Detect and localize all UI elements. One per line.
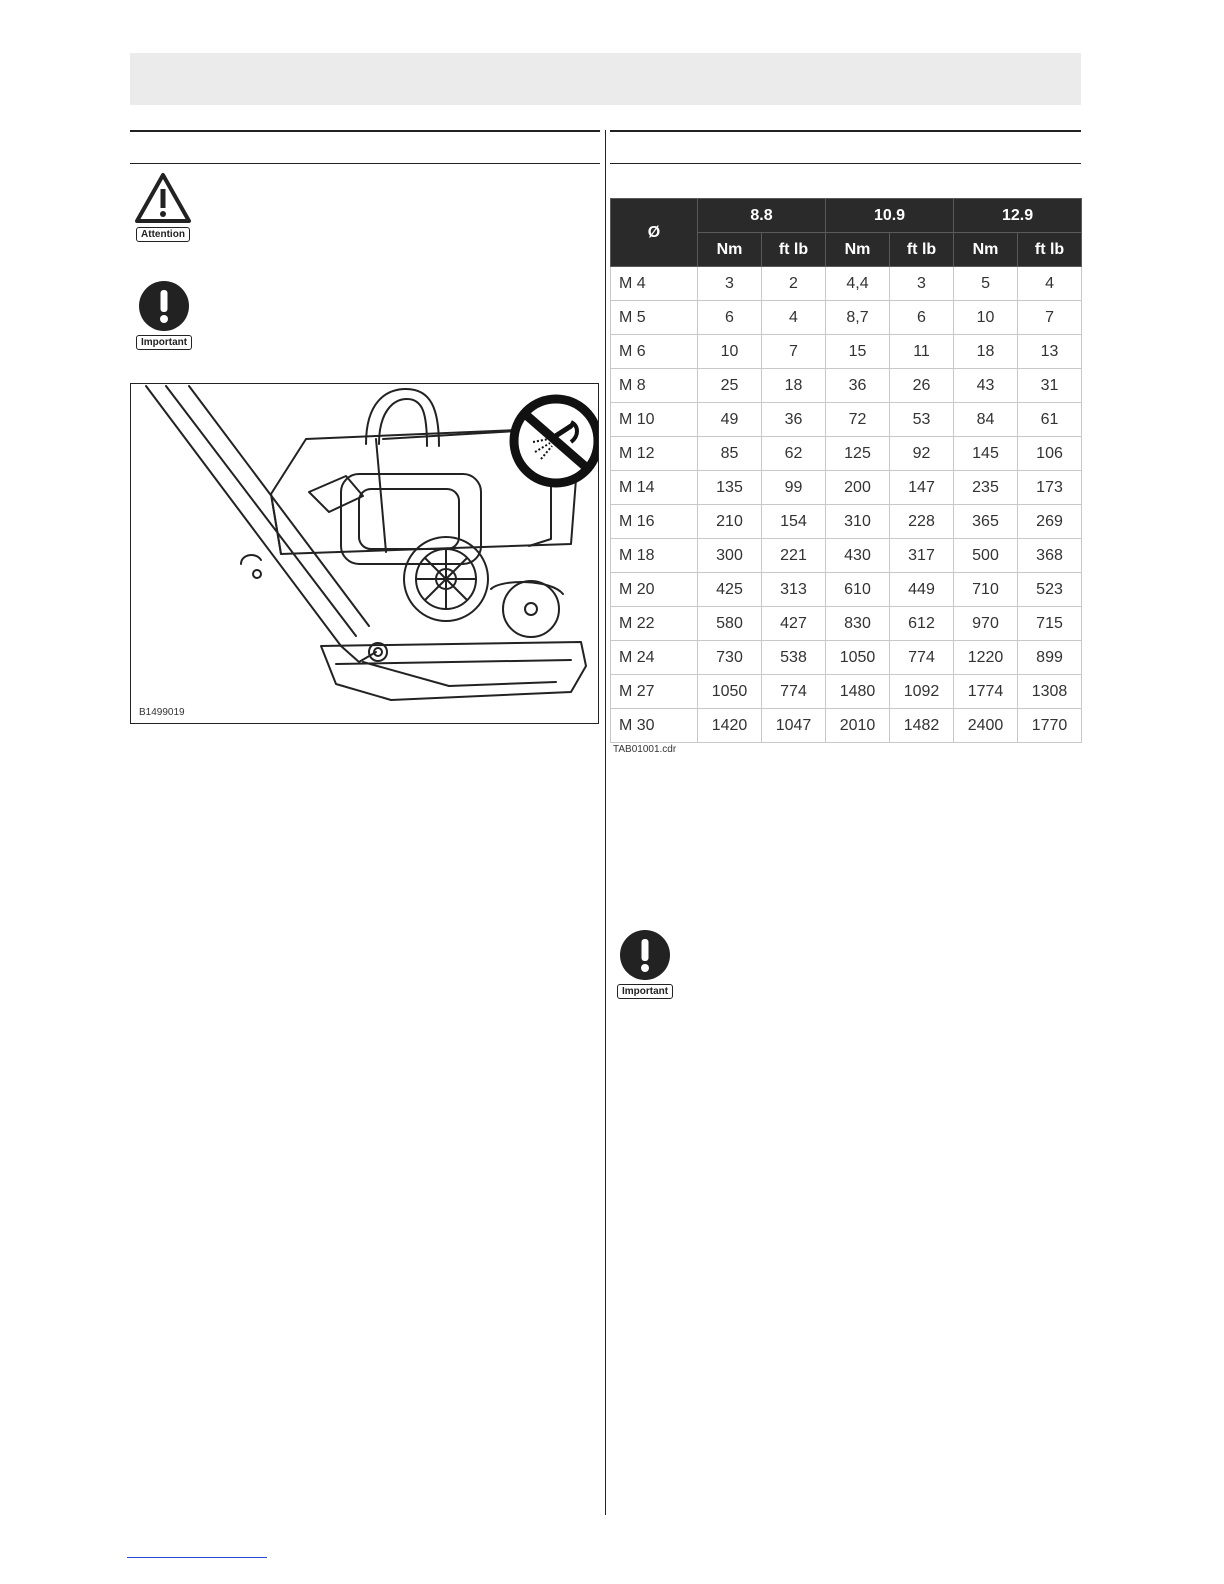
figure-code: B1499019 [139,707,185,718]
table-row [611,641,1082,675]
warning-triangle-icon [134,172,192,224]
torque-value-cell: 210 [698,505,762,539]
torque-value-cell: 300 [698,539,762,573]
torque-value-cell: 500 [954,539,1018,573]
torque-value-cell: 1050 [698,675,762,709]
bolt-size-cell: M 20 [611,573,698,607]
torque-value-cell: 11 [890,335,954,369]
torque-value-cell: 154 [762,505,826,539]
exclamation-circle-icon [619,929,671,981]
table-row [611,539,1082,573]
table-row [611,505,1082,539]
torque-value-cell: 31 [1018,369,1082,403]
torque-value-cell: 774 [890,641,954,675]
torque-value-cell: 4 [1018,267,1082,301]
torque-value-cell: 430 [826,539,890,573]
torque-value-cell: 2400 [954,709,1018,743]
exclamation-circle-icon [138,280,190,332]
bolt-size-cell: M 30 [611,709,698,743]
torque-value-cell: 1308 [1018,675,1082,709]
unit-header: ft lb [762,233,826,267]
torque-value-cell: 8,7 [826,301,890,335]
torque-value-cell: 4,4 [826,267,890,301]
table-header-row [611,199,1082,233]
torque-value-cell: 10 [698,335,762,369]
footer-link-underline [127,1557,267,1558]
torque-value-cell: 1420 [698,709,762,743]
torque-value-cell: 538 [762,641,826,675]
torque-value-cell: 2 [762,267,826,301]
torque-value-cell: 25 [698,369,762,403]
torque-value-cell: 1220 [954,641,1018,675]
column-divider [605,130,606,1515]
torque-value-cell: 125 [826,437,890,471]
torque-value-cell: 970 [954,607,1018,641]
torque-value-cell: 173 [1018,471,1082,505]
left-section-bottom-rule [130,163,600,164]
torque-value-cell: 228 [890,505,954,539]
table-row [611,335,1082,369]
torque-value-cell: 200 [826,471,890,505]
grade-header: 10.9 [826,199,954,233]
table-row [611,267,1082,301]
torque-value-cell: 1480 [826,675,890,709]
table-body [611,267,1082,743]
left-section-top-rule [130,130,600,132]
torque-value-cell: 235 [954,471,1018,505]
torque-value-cell: 610 [826,573,890,607]
attention-notice [134,172,192,242]
bolt-size-cell: M 16 [611,505,698,539]
torque-value-cell: 18 [954,335,1018,369]
torque-value-cell: 85 [698,437,762,471]
torque-value-cell: 2010 [826,709,890,743]
table-row [611,471,1082,505]
torque-value-cell: 3 [890,267,954,301]
torque-value-cell: 61 [1018,403,1082,437]
torque-value-cell: 18 [762,369,826,403]
torque-value-cell: 427 [762,607,826,641]
torque-table [610,198,1082,743]
torque-value-cell: 49 [698,403,762,437]
torque-value-cell: 710 [954,573,1018,607]
torque-value-cell: 43 [954,369,1018,403]
torque-value-cell: 1050 [826,641,890,675]
torque-value-cell: 1770 [1018,709,1082,743]
torque-value-cell: 830 [826,607,890,641]
torque-value-cell: 13 [1018,335,1082,369]
torque-value-cell: 147 [890,471,954,505]
torque-value-cell: 7 [762,335,826,369]
machine-figure [130,383,599,724]
torque-value-cell: 730 [698,641,762,675]
table-row [611,437,1082,471]
torque-value-cell: 612 [890,607,954,641]
bolt-size-cell: M 10 [611,403,698,437]
bolt-size-cell: M 12 [611,437,698,471]
torque-value-cell: 715 [1018,607,1082,641]
torque-value-cell: 7 [1018,301,1082,335]
torque-value-cell: 449 [890,573,954,607]
torque-value-cell: 1047 [762,709,826,743]
important-notice-left [136,280,192,350]
page-header-bar [130,53,1081,105]
unit-header: ft lb [1018,233,1082,267]
torque-value-cell: 4 [762,301,826,335]
torque-value-cell: 368 [1018,539,1082,573]
torque-value-cell: 99 [762,471,826,505]
bolt-size-cell: M 5 [611,301,698,335]
torque-value-cell: 365 [954,505,1018,539]
bolt-size-cell: M 8 [611,369,698,403]
torque-value-cell: 135 [698,471,762,505]
torque-value-cell: 269 [1018,505,1082,539]
torque-value-cell: 425 [698,573,762,607]
important-label-left: Important [136,335,192,350]
torque-value-cell: 53 [890,403,954,437]
no-pressure-washer-icon [514,399,598,483]
unit-header: Nm [698,233,762,267]
bolt-size-cell: M 4 [611,267,698,301]
torque-value-cell: 72 [826,403,890,437]
torque-value-cell: 5 [954,267,1018,301]
torque-value-cell: 15 [826,335,890,369]
bolt-size-cell: M 14 [611,471,698,505]
right-section-bottom-rule [610,163,1081,164]
table-row [611,301,1082,335]
torque-value-cell: 580 [698,607,762,641]
important-label-right: Important [617,984,673,999]
unit-header: Nm [954,233,1018,267]
right-section-top-rule [610,130,1081,132]
important-notice-right [617,929,673,999]
table-row [611,573,1082,607]
table-row [611,675,1082,709]
torque-value-cell: 26 [890,369,954,403]
torque-value-cell: 221 [762,539,826,573]
bolt-size-cell: M 24 [611,641,698,675]
torque-value-cell: 1092 [890,675,954,709]
attention-label: Attention [136,227,190,242]
unit-header: Nm [826,233,890,267]
torque-value-cell: 36 [826,369,890,403]
table-row [611,607,1082,641]
torque-value-cell: 92 [890,437,954,471]
torque-value-cell: 6 [698,301,762,335]
torque-value-cell: 317 [890,539,954,573]
torque-value-cell: 523 [1018,573,1082,607]
bolt-size-cell: M 27 [611,675,698,709]
plate-compactor-illustration [131,384,599,724]
unit-header: ft lb [890,233,954,267]
torque-value-cell: 310 [826,505,890,539]
bolt-size-cell: M 18 [611,539,698,573]
torque-value-cell: 774 [762,675,826,709]
torque-value-cell: 62 [762,437,826,471]
torque-value-cell: 10 [954,301,1018,335]
torque-value-cell: 899 [1018,641,1082,675]
table-row [611,403,1082,437]
diameter-header: Ø [611,199,698,267]
bolt-size-cell: M 6 [611,335,698,369]
torque-value-cell: 313 [762,573,826,607]
bolt-size-cell: M 22 [611,607,698,641]
torque-value-cell: 106 [1018,437,1082,471]
torque-value-cell: 3 [698,267,762,301]
torque-value-cell: 1774 [954,675,1018,709]
table-row [611,709,1082,743]
torque-value-cell: 1482 [890,709,954,743]
torque-value-cell: 145 [954,437,1018,471]
grade-header: 8.8 [698,199,826,233]
torque-value-cell: 36 [762,403,826,437]
grade-header: 12.9 [954,199,1082,233]
table-row [611,369,1082,403]
torque-value-cell: 84 [954,403,1018,437]
table-code: TAB01001.cdr [613,744,677,755]
torque-value-cell: 6 [890,301,954,335]
